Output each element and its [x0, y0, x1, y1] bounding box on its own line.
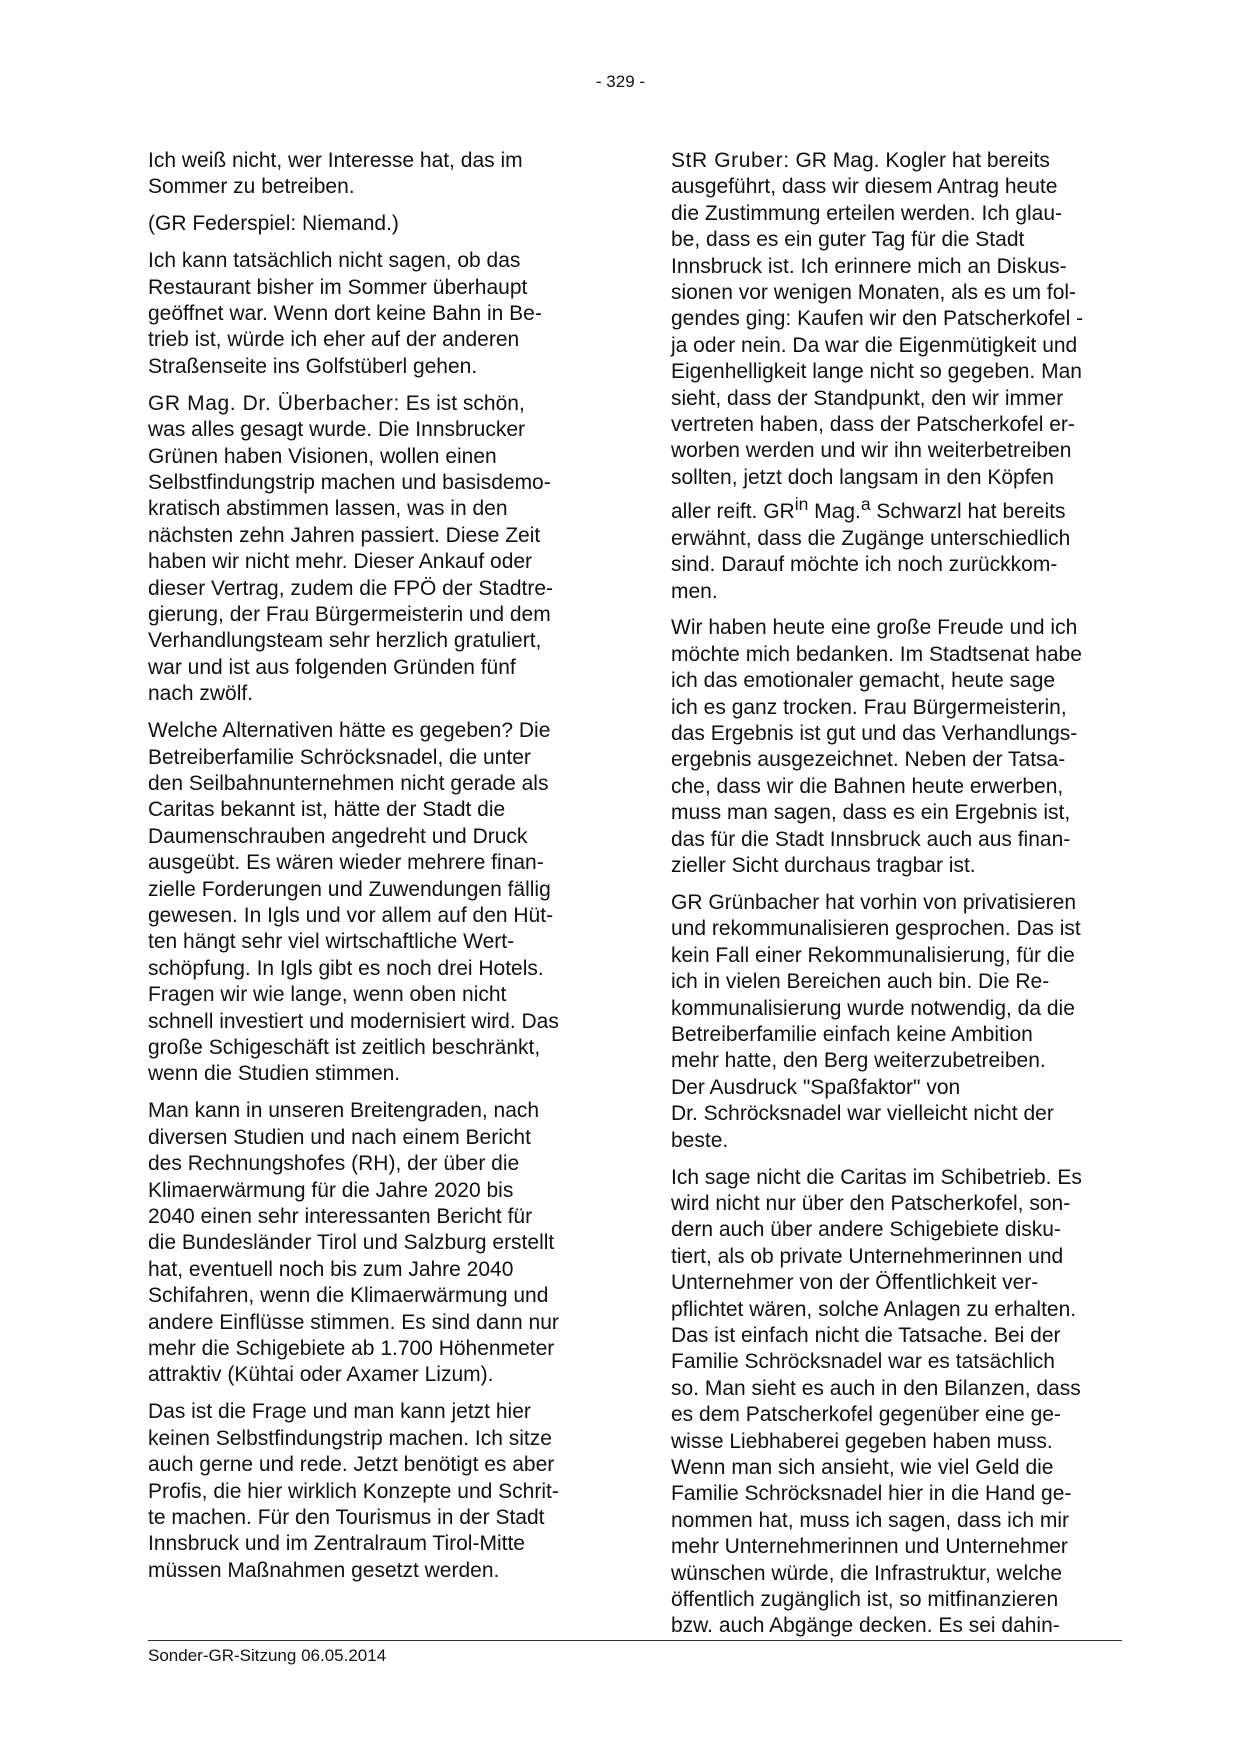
footer-session-label: Sonder-GR-Sitzung 06.05.2014 — [148, 1646, 387, 1665]
speech-paragraph — [671, 148, 1121, 605]
paragraph: Welche Alternativen hätte es gegeben? Die Betreiberfamilie Schröcksnadel, die unter den Seilbahnunternehmen nicht gerade als Caritas bekannt ist, hätte der Stadt die Daumenschrauben angedreht und Druck ausgeübt. Es wären wieder mehrere finan- zielle Forderungen und Zuwendungen fällig gewesen. In Igls und vor allem auf den Hüt- ten hängt sehr viel wirtschaftliche Wert- schöpfung. In Igls gibt es noch drei Hotels. Fragen wir wie lange, wenn oben nicht schnell investiert und modernisiert wird. Das große Schigeschäft ist zeitlich beschränkt, wenn die Studien stimmen. — [148, 719, 559, 1086]
left-column — [148, 148, 600, 1595]
paragraph: Das ist die Frage und man kann jetzt hier keinen Selbstfindungstrip machen. Ich sitze auch gerne und rede. Jetzt benötigt es aber Profis, die hier wirklich Konzepte und Schrit- te machen. Für den Tourismus in der Stadt Innsbruck und im Zentralraum Tirol-Mitte müssen Maßnahmen gesetzt werden. — [148, 1400, 559, 1582]
paragraph: Ich weiß nicht, wer Interesse hat, das im Sommer zu betreiben. — [148, 149, 523, 199]
speech-paragraph — [148, 391, 600, 708]
speech-text: Schwarzl hat bereits erwähnt, dass die Zugänge unterschiedlich sind. Darauf möchte ich noch zurückkom- men. — [671, 500, 1071, 603]
interjection: (GR Federspiel: Niemand.) — [148, 212, 399, 236]
speaker-name: StR Gruber: — [671, 149, 790, 172]
paragraph: Wir haben heute eine große Freude und ich möchte mich bedanken. Im Stadtsenat habe ich das emotionaler gemacht, heute sage ich es ganz trocken. Frau Bürgermeisterin, das Ergebnis ist gut und das Verhandlungs- ergebnis ausgezeichnet. Neben der Tatsa- che, dass wir die Bahnen heute erwerben, muss man sagen, dass es ein Ergebnis ist, das für die Stadt Innsbruck auch aus finan- zieller Sicht durchaus tragbar ist. — [671, 616, 1082, 878]
footer-divider — [148, 1640, 1122, 1641]
right-column — [671, 148, 1121, 1650]
paragraph: Man kann in unseren Breitengraden, nach diversen Studien und nach einem Bericht des Rechnungshofes (RH), der über die Klimaerwärmung für die Jahre 2020 bis 2040 einen sehr interessanten Bericht für die Bundesländer Tirol und Salzburg erstellt hat, eventuell noch bis zum Jahre 2040 Schifahren, wenn die Klimaerwärmung und andere Einflüsse stimmen. Es sind dann nur mehr die Schigebiete ab 1.700 Höhenmeter attraktiv (Kühtai oder Axamer Lizum). — [148, 1099, 559, 1387]
speaker-name: GR Mag. Dr. Überbacher: — [148, 391, 400, 415]
paragraph: Ich kann tatsächlich nicht sagen, ob das Restaurant bisher im Sommer überhaupt geöffnet war. Wenn dort keine Bahn in Be- trieb ist, würde ich eher auf der anderen Straßenseite ins Golfstüberl gehen. — [148, 249, 542, 378]
page-number: - 329 - — [595, 72, 646, 91]
paragraph: GR Grünbacher hat vorhin von privatisieren und rekommunalisieren gesprochen. Das ist kein Fall einer Rekommunalisierung, für die ich in vielen Bereichen auch bin. Die Re- kommunalisierung wurde notwendig, da die Betreiberfamilie einfach keine Ambition mehr hatte, den Berg weiterzubetreiben. Der Ausdruck "Spaßfaktor" von Dr. Schröcksnadel war vielleicht nicht der beste. — [671, 890, 1081, 1152]
speech-text: GR Mag. Kogler hat bereits ausgeführt, dass wir diesem Antrag heute die Zustimmung erteilen werden. Ich glau- be, dass es ein guter Tag für die Stadt Innsbruck ist. Ich erinnere mich an Diskus- sionen vor wenigen Monaten, als es um fol- gendes ging: Kaufen wir den Patscherkofel - ja oder nein. Da war die Eigenmütigkeit und Eigenhelligkeit lange nicht so gegeben. Man sieht, dass der Standpunkt, den wir immer vertreten haben, dass der Patscherkofel er- worben werden und wir ihn weiterbetreiben sollten, jetzt doch langsam in den Köpfen aller reift. GR — [671, 149, 1084, 524]
superscript: in — [794, 494, 809, 515]
superscript: a — [860, 494, 871, 515]
speech-text: Es ist schön, was alles gesagt wurde. Die Innsbrucker Grünen haben Visionen, wollen einen Selbstfindungstrip machen und basisdemo- kratisch abstimmen lassen, was in den nächsten zehn Jahren passiert. Diese Zeit haben wir nicht mehr. Dieser Ankauf oder dieser Vertrag, zudem die FPÖ der Stadtre- gierung, der Frau Bürgermeisterin und dem Verhandlungsteam sehr herzlich gratuliert, war und ist aus folgenden Gründen fünf nach zwölf. — [148, 391, 554, 706]
paragraph: Ich sage nicht die Caritas im Schibetrieb. Es wird nicht nur über den Patscherkofel, son- dern auch über andere Schigebiete disku- tiert, als ob private Unternehmerinnen und Unternehmer von der Öffentlichkeit ver- pflichtet wären, solche Anlagen zu erhalten. Das ist einfach nicht die Tatsache. Bei der Familie Schröcksnadel war es tatsächlich so. Man sieht es auch in den Bilanzen, dass es dem Patscherkofel gegenüber eine ge- wisse Liebhaberei gegeben haben muss. Wenn man sich ansieht, wie viel Geld die Familie Schröcksnadel hier in die Hand ge- nommen hat, muss ich sagen, dass ich mir mehr Unternehmerinnen und Unternehmer wünschen würde, die Infrastruktur, welche öffentlich zugänglich ist, so mitfinanzieren bzw. auch Abgänge decken. Es sei dahin- — [671, 1165, 1082, 1638]
speech-text: Mag. — [808, 500, 861, 524]
